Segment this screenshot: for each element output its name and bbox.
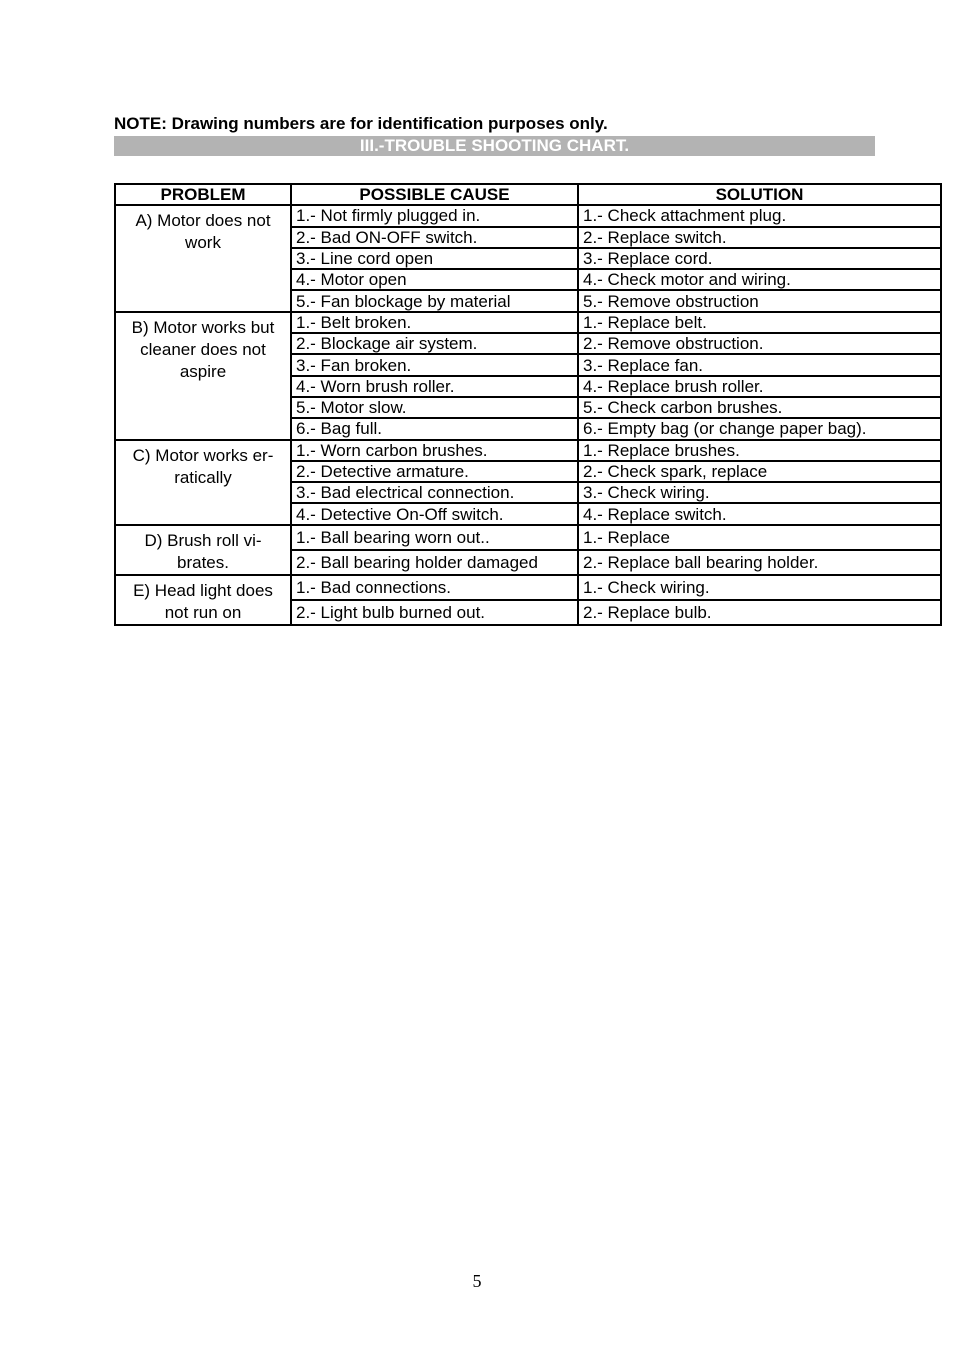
cause-cell: 1.- Worn carbon brushes. bbox=[291, 440, 578, 461]
cause-cell: 5.- Fan blockage by material bbox=[291, 290, 578, 311]
cause-cell: 3.- Fan broken. bbox=[291, 354, 578, 375]
problem-cell: C) Motor works er-ratically bbox=[115, 440, 291, 525]
problem-cell: D) Brush roll vi-brates. bbox=[115, 525, 291, 575]
table-row bbox=[115, 440, 941, 461]
cause-cell: 4.- Detective On-Off switch. bbox=[291, 503, 578, 524]
cause-cell: 6.- Bag full. bbox=[291, 418, 578, 439]
solution-cell: 2.- Replace bulb. bbox=[578, 600, 941, 625]
cause-cell: 3.- Bad electrical connection. bbox=[291, 482, 578, 503]
cause-cell: 4.- Motor open bbox=[291, 269, 578, 290]
table-row bbox=[115, 575, 941, 600]
solution-cell: 2.- Replace switch. bbox=[578, 227, 941, 248]
solution-cell: 1.- Check wiring. bbox=[578, 575, 941, 600]
solution-cell: 3.- Check wiring. bbox=[578, 482, 941, 503]
note-text: NOTE: Drawing numbers are for identification purposes only. bbox=[114, 114, 608, 133]
problem-cell: A) Motor does not work bbox=[115, 205, 291, 311]
cause-cell: 2.- Blockage air system. bbox=[291, 333, 578, 354]
solution-cell: 4.- Check motor and wiring. bbox=[578, 269, 941, 290]
solution-cell: 3.- Replace fan. bbox=[578, 354, 941, 375]
page-number: 5 bbox=[472, 1271, 482, 1291]
cause-cell: 1.- Ball bearing worn out.. bbox=[291, 525, 578, 550]
cause-cell: 3.- Line cord open bbox=[291, 248, 578, 269]
header-problem: PROBLEM bbox=[115, 184, 291, 205]
table-header-row bbox=[115, 184, 941, 205]
solution-cell: 5.- Remove obstruction bbox=[578, 290, 941, 311]
header-possible-cause: POSSIBLE CAUSE bbox=[291, 184, 578, 205]
trouble-shooting-table bbox=[114, 183, 942, 626]
cause-cell: 4.- Worn brush roller. bbox=[291, 376, 578, 397]
problem-cell: B) Motor works but cleaner does not aspire bbox=[115, 312, 291, 440]
table-row bbox=[115, 205, 941, 226]
solution-cell: 1.- Replace brushes. bbox=[578, 440, 941, 461]
chart-title-banner: III.-TROUBLE SHOOTING CHART. bbox=[114, 136, 875, 156]
cause-cell: 2.- Detective armature. bbox=[291, 461, 578, 482]
solution-cell: 6.- Empty bag (or change paper bag). bbox=[578, 418, 941, 439]
solution-cell: 2.- Remove obstruction. bbox=[578, 333, 941, 354]
solution-cell: 2.- Replace ball bearing holder. bbox=[578, 550, 941, 575]
cause-cell: 1.- Not firmly plugged in. bbox=[291, 205, 578, 226]
cause-cell: 2.- Bad ON-OFF switch. bbox=[291, 227, 578, 248]
solution-cell: 4.- Replace brush roller. bbox=[578, 376, 941, 397]
cause-cell: 1.- Belt broken. bbox=[291, 312, 578, 333]
solution-cell: 3.- Replace cord. bbox=[578, 248, 941, 269]
cause-cell: 2.- Ball bearing holder damaged bbox=[291, 550, 578, 575]
header-solution: SOLUTION bbox=[578, 184, 941, 205]
solution-cell: 1.- Check attachment plug. bbox=[578, 205, 941, 226]
solution-cell: 5.- Check carbon brushes. bbox=[578, 397, 941, 418]
problem-cell: E) Head light does not run on bbox=[115, 575, 291, 625]
solution-cell: 1.- Replace belt. bbox=[578, 312, 941, 333]
cause-cell: 2.- Light bulb burned out. bbox=[291, 600, 578, 625]
solution-cell: 4.- Replace switch. bbox=[578, 503, 941, 524]
table-row bbox=[115, 525, 941, 550]
solution-cell: 2.- Check spark, replace bbox=[578, 461, 941, 482]
table-row bbox=[115, 312, 941, 333]
cause-cell: 1.- Bad connections. bbox=[291, 575, 578, 600]
cause-cell: 5.- Motor slow. bbox=[291, 397, 578, 418]
solution-cell: 1.- Replace bbox=[578, 525, 941, 550]
